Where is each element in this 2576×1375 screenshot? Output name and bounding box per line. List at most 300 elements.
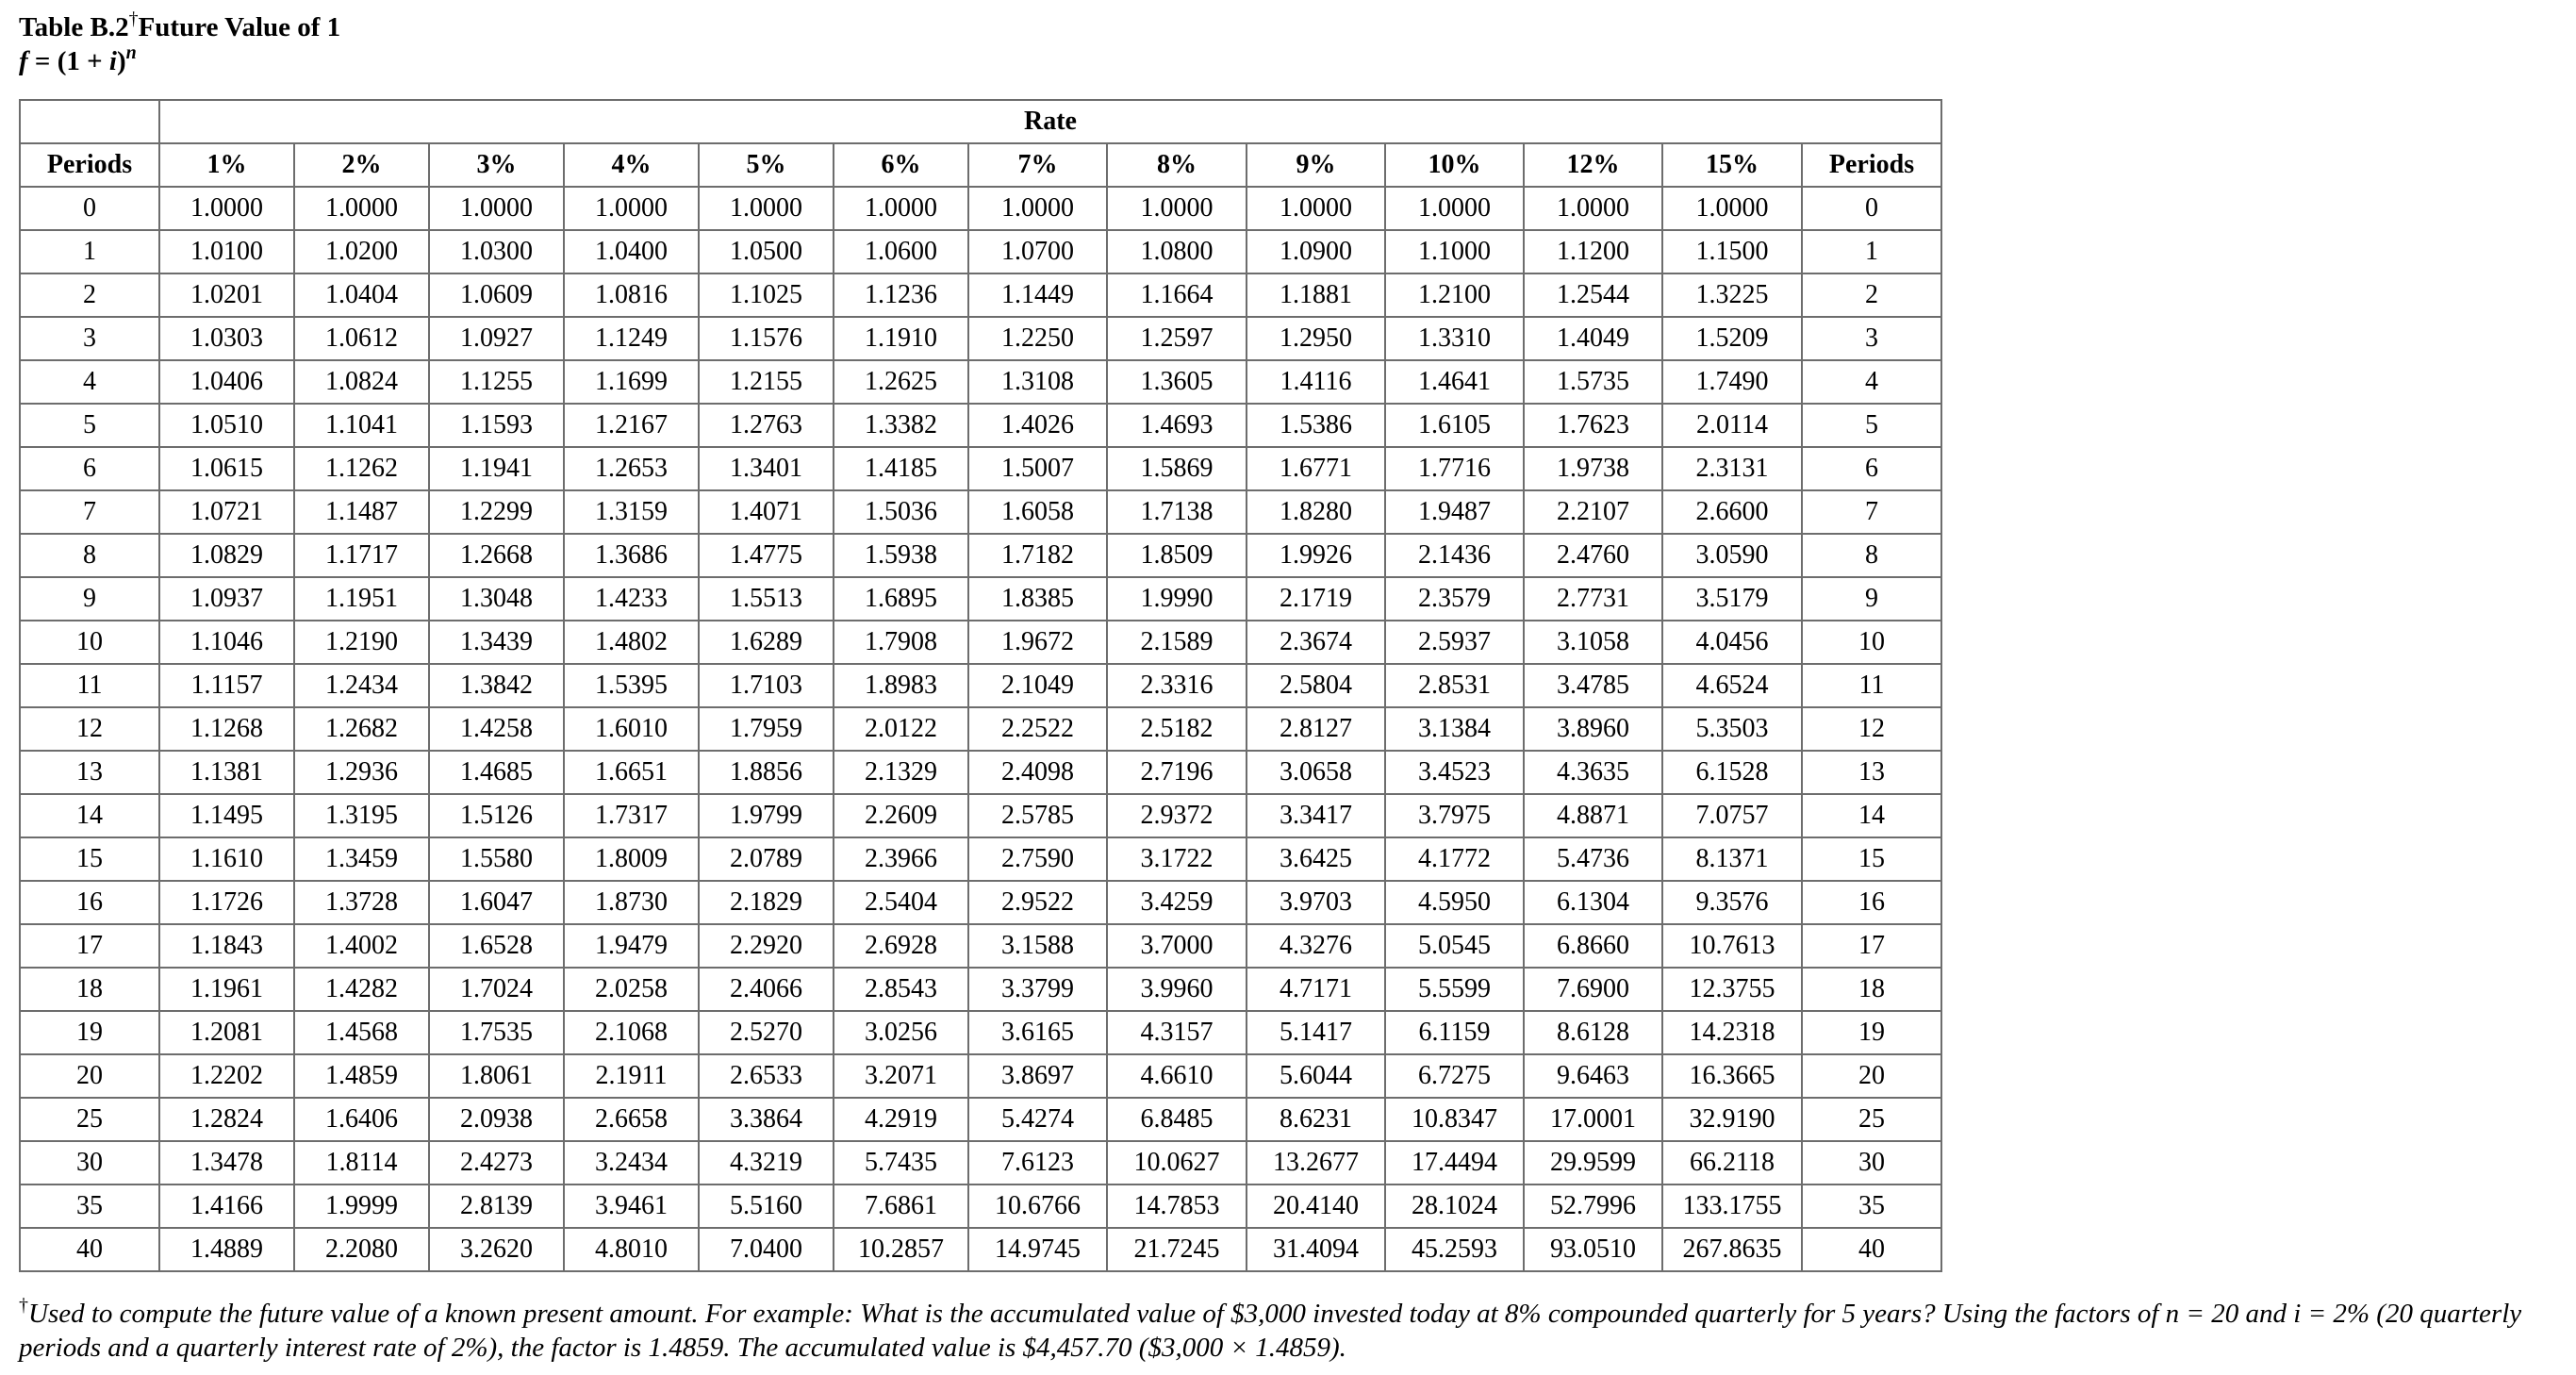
factor-cell: 4.7171	[1247, 968, 1385, 1011]
factor-cell: 1.5938	[834, 534, 968, 577]
factor-cell: 1.3159	[564, 490, 699, 534]
factor-cell: 3.2071	[834, 1054, 968, 1098]
factor-cell: 9.6463	[1524, 1054, 1662, 1098]
factor-cell: 1.7103	[699, 664, 834, 707]
rate-header-cell: 8%	[1107, 143, 1247, 187]
factor-cell: 29.9599	[1524, 1141, 1662, 1184]
factor-cell: 1.0000	[968, 187, 1107, 230]
factor-cell: 3.2434	[564, 1141, 699, 1184]
factor-cell: 10.7613	[1662, 924, 1802, 968]
factor-cell: 1.6010	[564, 707, 699, 751]
factor-cell: 6.1528	[1662, 751, 1802, 794]
period-cell-left: 12	[20, 707, 159, 751]
factor-cell: 2.4066	[699, 968, 834, 1011]
factor-cell: 1.6651	[564, 751, 699, 794]
factor-cell: 1.3310	[1385, 317, 1524, 360]
period-cell-left: 15	[20, 837, 159, 881]
period-cell-right: 19	[1802, 1011, 1941, 1054]
factor-cell: 133.1755	[1662, 1184, 1802, 1228]
factor-cell: 2.1589	[1107, 621, 1247, 664]
rate-header-cell: 7%	[968, 143, 1107, 187]
factor-cell: 1.0609	[429, 273, 564, 317]
factor-cell: 6.8660	[1524, 924, 1662, 968]
table-row	[20, 447, 1941, 490]
factor-cell: 3.4259	[1107, 881, 1247, 924]
factor-cell: 1.7024	[429, 968, 564, 1011]
factor-cell: 1.2167	[564, 404, 699, 447]
factor-cell: 1.1576	[699, 317, 834, 360]
factor-cell: 1.6771	[1247, 447, 1385, 490]
table-title-text: Future Value of 1	[138, 12, 341, 42]
table-row	[20, 1184, 1941, 1228]
table-row	[20, 534, 1941, 577]
factor-cell: 1.1000	[1385, 230, 1524, 273]
factor-cell: 1.2299	[429, 490, 564, 534]
factor-cell: 9.3576	[1662, 881, 1802, 924]
factor-cell: 4.6524	[1662, 664, 1802, 707]
factor-cell: 267.8635	[1662, 1228, 1802, 1271]
period-cell-left: 10	[20, 621, 159, 664]
period-cell-left: 13	[20, 751, 159, 794]
factor-cell: 3.7975	[1385, 794, 1524, 837]
table-row	[20, 187, 1941, 230]
factor-cell: 2.7196	[1107, 751, 1247, 794]
factor-cell: 2.3674	[1247, 621, 1385, 664]
factor-cell: 1.4859	[294, 1054, 429, 1098]
period-cell-left: 19	[20, 1011, 159, 1054]
factor-cell: 1.2936	[294, 751, 429, 794]
factor-cell: 1.1500	[1662, 230, 1802, 273]
formula-f: f	[19, 46, 28, 76]
factor-cell: 1.0000	[1247, 187, 1385, 230]
period-cell-left: 3	[20, 317, 159, 360]
rate-header-cell: 10%	[1385, 143, 1524, 187]
period-cell-right: 6	[1802, 447, 1941, 490]
factor-cell: 1.3401	[699, 447, 834, 490]
factor-cell: 4.8010	[564, 1228, 699, 1271]
factor-cell: 2.0258	[564, 968, 699, 1011]
formula-n: n	[125, 42, 137, 63]
factor-cell: 2.1068	[564, 1011, 699, 1054]
period-cell-right: 17	[1802, 924, 1941, 968]
table-row	[20, 360, 1941, 404]
factor-cell: 1.9487	[1385, 490, 1524, 534]
table-title	[19, 8, 341, 43]
factor-cell: 4.3635	[1524, 751, 1662, 794]
factor-cell: 1.0000	[159, 187, 294, 230]
factor-cell: 8.6128	[1524, 1011, 1662, 1054]
period-cell-right: 11	[1802, 664, 1941, 707]
factor-cell: 1.1495	[159, 794, 294, 837]
factor-cell: 1.1025	[699, 273, 834, 317]
factor-cell: 10.6766	[968, 1184, 1107, 1228]
factor-cell: 2.4273	[429, 1141, 564, 1184]
formula-eq: = (1 +	[27, 46, 109, 76]
factor-cell: 1.1699	[564, 360, 699, 404]
factor-cell: 1.4568	[294, 1011, 429, 1054]
factor-cell: 1.2155	[699, 360, 834, 404]
factor-cell: 17.4494	[1385, 1141, 1524, 1184]
factor-cell: 1.7490	[1662, 360, 1802, 404]
factor-cell: 1.1268	[159, 707, 294, 751]
factor-cell: 1.2544	[1524, 273, 1662, 317]
factor-cell: 2.1911	[564, 1054, 699, 1098]
factor-cell: 2.2107	[1524, 490, 1662, 534]
periods-header-right: Periods	[1802, 143, 1941, 187]
factor-cell: 1.2202	[159, 1054, 294, 1098]
table-row	[20, 1098, 1941, 1141]
factor-cell: 2.5182	[1107, 707, 1247, 751]
period-cell-left: 8	[20, 534, 159, 577]
factor-cell: 2.1436	[1385, 534, 1524, 577]
formula-close: )	[116, 46, 126, 76]
factor-cell: 1.6406	[294, 1098, 429, 1141]
period-cell-right: 13	[1802, 751, 1941, 794]
factor-cell: 3.9960	[1107, 968, 1247, 1011]
factor-cell: 1.1843	[159, 924, 294, 968]
factor-cell: 1.8280	[1247, 490, 1385, 534]
factor-cell: 8.6231	[1247, 1098, 1385, 1141]
factor-cell: 6.7275	[1385, 1054, 1524, 1098]
factor-cell: 3.4785	[1524, 664, 1662, 707]
factor-cell: 10.0627	[1107, 1141, 1247, 1184]
factor-cell: 1.7317	[564, 794, 699, 837]
factor-cell: 1.6895	[834, 577, 968, 621]
factor-cell: 1.1046	[159, 621, 294, 664]
period-cell-left: 1	[20, 230, 159, 273]
factor-cell: 1.0937	[159, 577, 294, 621]
factor-cell: 3.2620	[429, 1228, 564, 1271]
table-row	[20, 794, 1941, 837]
factor-cell: 5.1417	[1247, 1011, 1385, 1054]
factor-cell: 10.8347	[1385, 1098, 1524, 1141]
factor-cell: 7.6900	[1524, 968, 1662, 1011]
factor-cell: 1.7138	[1107, 490, 1247, 534]
factor-cell: 2.4098	[968, 751, 1107, 794]
factor-cell: 1.3478	[159, 1141, 294, 1184]
period-cell-left: 25	[20, 1098, 159, 1141]
factor-cell: 2.2522	[968, 707, 1107, 751]
table-row	[20, 707, 1941, 751]
factor-cell: 1.0824	[294, 360, 429, 404]
table-row	[20, 577, 1941, 621]
factor-cell: 1.3048	[429, 577, 564, 621]
factor-cell: 1.1041	[294, 404, 429, 447]
table-row	[20, 881, 1941, 924]
factor-cell: 2.1719	[1247, 577, 1385, 621]
table-row	[20, 273, 1941, 317]
factor-cell: 2.6928	[834, 924, 968, 968]
factor-cell: 1.0000	[429, 187, 564, 230]
factor-cell: 1.2950	[1247, 317, 1385, 360]
period-cell-right: 8	[1802, 534, 1941, 577]
table-row	[20, 1011, 1941, 1054]
factor-cell: 1.7182	[968, 534, 1107, 577]
factor-cell: 1.2682	[294, 707, 429, 751]
factor-cell: 10.2857	[834, 1228, 968, 1271]
factor-cell: 1.7959	[699, 707, 834, 751]
factor-cell: 1.0000	[1385, 187, 1524, 230]
factor-cell: 1.1249	[564, 317, 699, 360]
factor-cell: 2.5270	[699, 1011, 834, 1054]
factor-cell: 14.9745	[968, 1228, 1107, 1271]
factor-cell: 1.0000	[294, 187, 429, 230]
factor-cell: 31.4094	[1247, 1228, 1385, 1271]
factor-cell: 2.3131	[1662, 447, 1802, 490]
factor-cell: 1.0612	[294, 317, 429, 360]
factor-cell: 2.1049	[968, 664, 1107, 707]
factor-cell: 2.8127	[1247, 707, 1385, 751]
factor-cell: 1.0406	[159, 360, 294, 404]
footnote-dagger: †	[19, 1295, 28, 1316]
period-cell-right: 10	[1802, 621, 1941, 664]
factor-cell: 1.1717	[294, 534, 429, 577]
factor-cell: 2.0122	[834, 707, 968, 751]
factor-cell: 3.1384	[1385, 707, 1524, 751]
factor-cell: 3.3799	[968, 968, 1107, 1011]
factor-cell: 2.0938	[429, 1098, 564, 1141]
factor-cell: 1.0400	[564, 230, 699, 273]
table-row	[20, 1054, 1941, 1098]
period-cell-left: 20	[20, 1054, 159, 1098]
table-row	[20, 621, 1941, 664]
period-cell-right: 7	[1802, 490, 1941, 534]
factor-cell: 1.4282	[294, 968, 429, 1011]
rate-header-cell: 9%	[1247, 143, 1385, 187]
factor-cell: 1.0829	[159, 534, 294, 577]
factor-cell: 2.8139	[429, 1184, 564, 1228]
factor-cell: 1.2597	[1107, 317, 1247, 360]
factor-cell: 1.1941	[429, 447, 564, 490]
factor-cell: 2.6533	[699, 1054, 834, 1098]
factor-cell: 3.6165	[968, 1011, 1107, 1054]
factor-cell: 1.4002	[294, 924, 429, 968]
factor-cell: 2.8531	[1385, 664, 1524, 707]
factor-cell: 1.4166	[159, 1184, 294, 1228]
period-cell-left: 30	[20, 1141, 159, 1184]
period-cell-right: 5	[1802, 404, 1941, 447]
table-row	[20, 317, 1941, 360]
table-row	[20, 1228, 1941, 1271]
factor-cell: 1.3382	[834, 404, 968, 447]
factor-cell: 3.3417	[1247, 794, 1385, 837]
period-cell-right: 20	[1802, 1054, 1941, 1098]
factor-cell: 1.6528	[429, 924, 564, 968]
factor-cell: 1.2250	[968, 317, 1107, 360]
factor-cell: 1.5386	[1247, 404, 1385, 447]
factor-cell: 1.4049	[1524, 317, 1662, 360]
factor-cell: 1.0201	[159, 273, 294, 317]
factor-cell: 1.0721	[159, 490, 294, 534]
rate-header-cell: 2%	[294, 143, 429, 187]
period-cell-right: 0	[1802, 187, 1941, 230]
factor-cell: 1.4233	[564, 577, 699, 621]
factor-cell: 1.4889	[159, 1228, 294, 1271]
factor-cell: 2.7590	[968, 837, 1107, 881]
factor-cell: 1.0615	[159, 447, 294, 490]
rate-header-cell: 15%	[1662, 143, 1802, 187]
factor-cell: 1.1236	[834, 273, 968, 317]
factor-cell: 1.8385	[968, 577, 1107, 621]
factor-cell: 1.2763	[699, 404, 834, 447]
factor-cell: 4.1772	[1385, 837, 1524, 881]
formula	[19, 44, 137, 78]
period-cell-right: 25	[1802, 1098, 1941, 1141]
factor-cell: 1.4693	[1107, 404, 1247, 447]
factor-cell: 1.3459	[294, 837, 429, 881]
factor-cell: 1.6058	[968, 490, 1107, 534]
factor-cell: 1.7623	[1524, 404, 1662, 447]
factor-cell: 1.4071	[699, 490, 834, 534]
factor-cell: 5.0545	[1385, 924, 1524, 968]
period-cell-right: 30	[1802, 1141, 1941, 1184]
factor-cell: 2.0789	[699, 837, 834, 881]
factor-cell: 1.0500	[699, 230, 834, 273]
period-cell-left: 7	[20, 490, 159, 534]
factor-cell: 21.7245	[1107, 1228, 1247, 1271]
table-row	[20, 664, 1941, 707]
factor-cell: 32.9190	[1662, 1098, 1802, 1141]
table-row	[20, 751, 1941, 794]
factor-cell: 1.5513	[699, 577, 834, 621]
factor-cell: 12.3755	[1662, 968, 1802, 1011]
period-cell-left: 16	[20, 881, 159, 924]
factor-cell: 1.4641	[1385, 360, 1524, 404]
period-cell-left: 11	[20, 664, 159, 707]
factor-cell: 1.9799	[699, 794, 834, 837]
factor-cell: 1.1593	[429, 404, 564, 447]
rate-header-row	[20, 100, 1941, 143]
factor-cell: 1.4116	[1247, 360, 1385, 404]
period-cell-right: 15	[1802, 837, 1941, 881]
factor-cell: 2.6600	[1662, 490, 1802, 534]
factor-cell: 1.9738	[1524, 447, 1662, 490]
factor-cell: 8.1371	[1662, 837, 1802, 881]
factor-cell: 3.1588	[968, 924, 1107, 968]
factor-cell: 1.2081	[159, 1011, 294, 1054]
factor-cell: 1.0816	[564, 273, 699, 317]
factor-cell: 3.8960	[1524, 707, 1662, 751]
factor-cell: 4.8871	[1524, 794, 1662, 837]
period-cell-left: 0	[20, 187, 159, 230]
factor-cell: 1.0000	[1107, 187, 1247, 230]
factor-cell: 6.1304	[1524, 881, 1662, 924]
factor-cell: 5.5599	[1385, 968, 1524, 1011]
factor-cell: 1.9479	[564, 924, 699, 968]
factor-cell: 1.7908	[834, 621, 968, 664]
table-row	[20, 230, 1941, 273]
factor-cell: 1.3686	[564, 534, 699, 577]
factor-cell: 1.0000	[834, 187, 968, 230]
factor-cell: 1.5580	[429, 837, 564, 881]
dagger-mark: †	[128, 8, 139, 29]
table-row	[20, 404, 1941, 447]
factor-cell: 1.1910	[834, 317, 968, 360]
factor-cell: 1.1664	[1107, 273, 1247, 317]
factor-cell: 1.8114	[294, 1141, 429, 1184]
factor-cell: 45.2593	[1385, 1228, 1524, 1271]
factor-cell: 2.2920	[699, 924, 834, 968]
factor-cell: 2.0114	[1662, 404, 1802, 447]
formula-i: i	[108, 46, 117, 76]
factor-cell: 4.5950	[1385, 881, 1524, 924]
factor-cell: 13.2677	[1247, 1141, 1385, 1184]
factor-cell: 1.6105	[1385, 404, 1524, 447]
factor-cell: 1.9990	[1107, 577, 1247, 621]
factor-cell: 1.2824	[159, 1098, 294, 1141]
factor-cell: 1.4802	[564, 621, 699, 664]
factor-cell: 1.0000	[699, 187, 834, 230]
factor-cell: 1.0303	[159, 317, 294, 360]
factor-cell: 1.8730	[564, 881, 699, 924]
rate-header-cell: 6%	[834, 143, 968, 187]
factor-cell: 2.3579	[1385, 577, 1524, 621]
factor-cell: 1.0800	[1107, 230, 1247, 273]
period-cell-left: 2	[20, 273, 159, 317]
table-row	[20, 924, 1941, 968]
factor-cell: 3.0658	[1247, 751, 1385, 794]
factor-cell: 5.7435	[834, 1141, 968, 1184]
factor-cell: 1.1610	[159, 837, 294, 881]
factor-cell: 3.1058	[1524, 621, 1662, 664]
rate-header-cell: 1%	[159, 143, 294, 187]
factor-cell: 1.0404	[294, 273, 429, 317]
factor-cell: 2.8543	[834, 968, 968, 1011]
period-cell-left: 35	[20, 1184, 159, 1228]
factor-cell: 1.3195	[294, 794, 429, 837]
table-label: Table B.2	[19, 12, 129, 42]
period-cell-right: 16	[1802, 881, 1941, 924]
factor-cell: 1.2434	[294, 664, 429, 707]
period-cell-right: 14	[1802, 794, 1941, 837]
factor-cell: 5.3503	[1662, 707, 1802, 751]
factor-cell: 5.5160	[699, 1184, 834, 1228]
factor-cell: 1.0700	[968, 230, 1107, 273]
factor-cell: 7.0757	[1662, 794, 1802, 837]
factor-cell: 1.3605	[1107, 360, 1247, 404]
factor-cell: 1.0000	[1662, 187, 1802, 230]
period-cell-right: 4	[1802, 360, 1941, 404]
factor-cell: 1.2625	[834, 360, 968, 404]
factor-cell: 66.2118	[1662, 1141, 1802, 1184]
factor-cell: 2.3316	[1107, 664, 1247, 707]
factor-cell: 1.9672	[968, 621, 1107, 664]
footnote	[19, 1297, 2565, 1365]
factor-cell: 1.3225	[1662, 273, 1802, 317]
factor-cell: 1.8061	[429, 1054, 564, 1098]
factor-cell: 14.2318	[1662, 1011, 1802, 1054]
factor-cell: 1.3108	[968, 360, 1107, 404]
factor-cell: 1.5036	[834, 490, 968, 534]
factor-cell: 1.5735	[1524, 360, 1662, 404]
factor-cell: 6.8485	[1107, 1098, 1247, 1141]
factor-cell: 1.1726	[159, 881, 294, 924]
factor-cell: 2.2080	[294, 1228, 429, 1271]
factor-cell: 3.0256	[834, 1011, 968, 1054]
factor-cell: 4.3276	[1247, 924, 1385, 968]
factor-cell: 2.6658	[564, 1098, 699, 1141]
factor-cell: 1.0200	[294, 230, 429, 273]
period-cell-left: 40	[20, 1228, 159, 1271]
factor-cell: 2.2609	[834, 794, 968, 837]
factor-cell: 1.1881	[1247, 273, 1385, 317]
factor-cell: 1.3728	[294, 881, 429, 924]
factor-cell: 1.5395	[564, 664, 699, 707]
period-cell-left: 6	[20, 447, 159, 490]
factor-cell: 1.4026	[968, 404, 1107, 447]
factor-cell: 1.3439	[429, 621, 564, 664]
factor-cell: 1.8509	[1107, 534, 1247, 577]
